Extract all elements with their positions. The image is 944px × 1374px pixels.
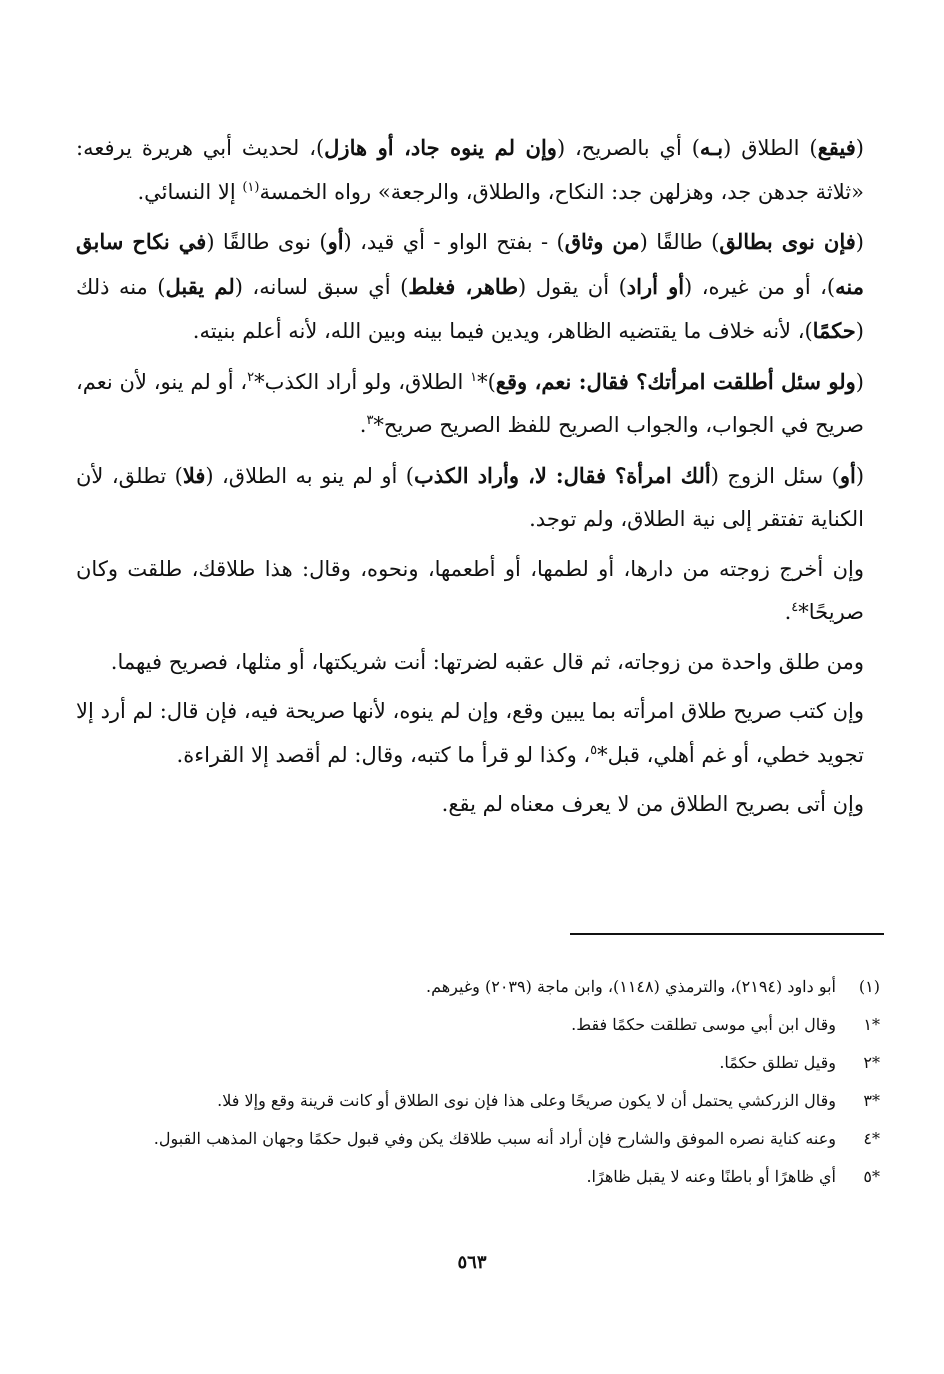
bold-text: طاهر، فغلط: [408, 273, 519, 299]
text-segment: ، أو لم ينو، لأن نعم، صريح في الجواب، والجواب الصريح للفظ الصريح صريح*: [76, 369, 864, 437]
text-segment: ) تطلق، لأن الكناية تفتقر إلى نية الطلاق، ولم توجد.: [76, 463, 864, 531]
footnote-mark: *٤: [863, 1129, 880, 1148]
footnote: [70, 1086, 880, 1116]
footnote-reference: ٣: [366, 413, 374, 428]
footnote-reference: ١: [470, 369, 478, 385]
bold-text: ألك امرأة؟ فقال: لا، وأراد الكذب: [414, 462, 711, 488]
footnote-reference: ٥: [590, 742, 598, 758]
paragraph-1: [76, 126, 864, 214]
footnote-separator: [570, 933, 884, 935]
bold-text: ولو سئل أطلقت امرأتك؟ فقال: نعم، وقع: [495, 368, 856, 394]
footnote-text: أي ظاهرًا أو باطنًا وعنه لا يقبل ظاهرًا.: [586, 1167, 836, 1186]
text-segment: (: [855, 369, 864, 394]
bold-text: أو: [327, 229, 344, 254]
footnote: [70, 1048, 880, 1078]
footnote: [70, 1010, 880, 1040]
bold-text: حكمًا: [812, 318, 856, 343]
footnote-text: وقيل تطلق حكمًا.: [719, 1053, 836, 1072]
text-segment: إلا النسائي.: [137, 179, 243, 204]
text-segment: ) طالقًا (: [639, 230, 720, 254]
footnote-mark: *٢: [863, 1053, 880, 1072]
paragraph-3: [76, 360, 864, 448]
paragraph-6: [76, 641, 864, 685]
text-segment: وإن كتب صريح طلاق امرأته بما يبين وقع، وإن لم ينوه، لأنها صريحة فيه، فإن قال: لم أرد إلا تجويد خطي، أو غم أهلي، قبل*: [76, 699, 864, 767]
footnote-mark: *٣: [863, 1091, 880, 1110]
text-segment: )*: [477, 369, 496, 394]
text-segment: )، أو من غيره، (: [684, 274, 836, 299]
bold-text: وإن لم ينوه جاد، أو هازل: [324, 135, 557, 160]
text-segment: (: [855, 136, 864, 160]
text-segment: ) أي بالصريح، (: [556, 136, 700, 160]
bold-text: فلا: [182, 462, 206, 488]
bold-text: فيقع: [817, 135, 856, 160]
text-segment: )، لأنه خلاف ما يقتضيه الظاهر، ويدين فيما بينه وبين الله، لأنه أعلم بنيته.: [192, 319, 813, 343]
footnote-reference: ٤: [791, 600, 799, 615]
paragraph-7: [76, 690, 864, 777]
text-segment: (: [855, 230, 864, 254]
paragraph-5: [76, 548, 864, 635]
footnotes: [70, 972, 880, 1200]
bold-text: لم يقبل: [165, 273, 235, 299]
text-segment: ومن طلق واحدة من زوجاته، ثم قال عقبه لضرتها: أنت شريكتها، أو مثلها، فصريح فيهما.: [110, 649, 864, 674]
footnote: [70, 1124, 880, 1154]
bold-text: من وثاق: [564, 229, 640, 254]
footnote-reference: ٢: [247, 369, 255, 385]
footnote-reference: (١): [242, 179, 260, 195]
paragraph-4: [76, 454, 864, 542]
paragraph-8: [76, 783, 864, 827]
text-segment: .: [784, 600, 792, 624]
footnote-mark: *١: [863, 1015, 880, 1034]
bold-text: في نكاح سابق منه: [76, 229, 864, 299]
footnote-text: وقال الزركشي يحتمل أن لا يكون صريحًا وعلى هذا فإن نوى الطلاق أو كانت قرينة وقع وإلا فلا.: [217, 1091, 836, 1110]
footnote-mark: (١): [858, 977, 880, 996]
footnote-text: أبو داود (٢١٩٤)، والترمذي (١١٤٨)، وابن ماجة (٢٠٣٩) وغيرهم.: [425, 977, 836, 996]
footnote-text: وقال ابن أبي موسى تطلقت حكمًا فقط.: [571, 1015, 836, 1034]
paragraph-2: [76, 220, 864, 354]
footnote: [70, 1162, 880, 1192]
text-segment: وإن أتى بصريح الطلاق من لا يعرف معناه لم يقع.: [441, 792, 864, 816]
text-segment: ) منه ذلك (: [76, 274, 864, 343]
text-segment: ) - بفتح الواو - أي قيد، (: [343, 230, 565, 254]
main-text: [76, 126, 864, 827]
text-segment: (: [855, 463, 865, 488]
text-segment: ) نوى طالقًا (: [206, 230, 328, 254]
footnote-mark: *٥: [863, 1167, 880, 1186]
text-segment: ) أي سبق لسانه، (: [234, 274, 409, 299]
footnote-text: وعنه كناية نصره الموفق والشارح فإن أراد أنه سبب طلاقك يكن وفي قبول حكمًا وجهان المذهب القبول.: [153, 1129, 836, 1148]
bold-text: فإن نوى بطالق: [719, 229, 856, 254]
bold-text: بـه: [699, 135, 724, 160]
text-segment: ، وكذا لو قرأ ما كتبه، وقال: لم أقصد إلا القراءة.: [176, 742, 591, 767]
text-segment: .: [359, 413, 367, 437]
page-number: ٥٦٣: [457, 1252, 487, 1273]
text-segment: ) سئل الزوج (: [710, 463, 840, 488]
text-segment: وإن أخرج زوجته من دارها، أو لطمها، أو أطعمها، ونحوه، وقال: هذا طلاقك، طلقت وكان صريحًا*: [76, 556, 864, 624]
text-segment: ) أو لم ينو به الطلاق، (: [205, 463, 414, 488]
text-segment: ) أن يقول (: [518, 274, 627, 299]
text-segment: الطلاق، ولو أراد الكذب*: [254, 369, 471, 394]
bold-text: أو أراد: [626, 273, 685, 299]
footnote: [70, 972, 880, 1002]
text-segment: ) الطلاق (: [723, 136, 818, 160]
text-segment: )، لحديث أبي هريرة يرفعه: «ثلاثة جدهن جد، وهزلهن جد: النكاح، والطلاق، والرجعة» رواه الخمسة: [76, 136, 864, 204]
bold-text: أو: [839, 462, 856, 488]
